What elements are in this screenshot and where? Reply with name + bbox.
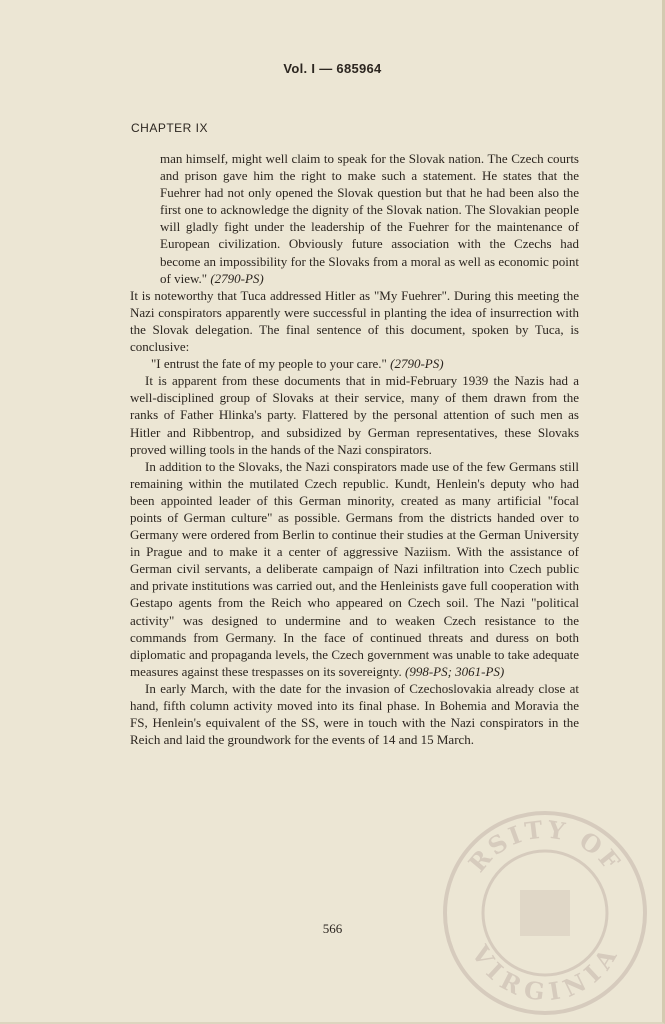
- paragraph-text: In early March, with the date for the invasion of Czechoslovakia already close at hand, fifth column activity moved into its final phase. In Bohemia and Moravia the FS, Henlein's equivalent of the SS, were in touch with the Nazi conspirators in the Reich and laid the groundwork for the events of 14 and 15 March.: [130, 680, 579, 748]
- seal-text-top: RSITY OF: [462, 814, 628, 878]
- paragraph: [130, 458, 579, 680]
- paragraph-text: In addition to the Slovaks, the Nazi conspirators made use of the few Germans still remaining within the mutilated Czech republic. Kundt, Henlein's deputy who had been appointed leader of this German minority, created as many artificial "focal points of German culture" as possible. Germans from the districts handed over to Germany were ordered from Berlin to continue their studies at the German University in Prague and to make it a center of aggressive Naziism. With the assistance of German civil servants, a deliberate campaign of Nazi infiltration into Czech public and private institutions was carried out, and the Henleinists gave full cooperation with Gestapo agents from the Reich who appeared on Czech soil. The Nazi "political activity" was designed to undermine and to weaken Czech resistance to the commands from Germany. In the face of continued threats and duress on both diplomatic and propaganda levels, the Czech government was unable to take adequate measures against these trespasses on its sovereignty.: [130, 458, 579, 679]
- volume-header: Vol. I — 685964: [283, 61, 382, 76]
- page-number: 566: [322, 921, 343, 936]
- paragraph-text: It is noteworthy that Tuca addressed Hitler as "My Fuehrer". During this meeting the Nazi conspirators apparently were successful in planting the idea of insurrection with the Slovak delegation. The final sentence of this document, spoken by Tuca, is conclusive:: [130, 287, 579, 355]
- quote-line: [130, 355, 579, 372]
- citation: (2790-PS): [210, 270, 264, 286]
- university-seal-watermark: [440, 808, 650, 1018]
- quote-continuation-paragraph: [130, 150, 579, 287]
- paragraph: [130, 372, 579, 457]
- paragraph-text: man himself, might well claim to speak for the Slovak nation. The Czech courts and prison gave him the right to make such a statement. He states that the Fuehrer had not only opened the Slovak question but that he had been also the first one to acknowledge the dignity of the Slovak nation. The Slovakian people will gladly fight under the leadership of the Fuehrer for the maintenance of European civilization. Obviously future association with the Czechs had become an impossibility for the Slovaks from a moral as well as economic point of view.": [160, 151, 579, 286]
- paragraph: [130, 287, 579, 355]
- citation: (2790-PS): [390, 356, 444, 372]
- seal-outer-ring: [445, 813, 645, 1013]
- body-text: [130, 150, 579, 748]
- paragraph-text: "I entrust the fate of my people to your care.": [151, 356, 387, 372]
- paragraph: [130, 680, 579, 748]
- seal-inner-ring: [483, 851, 607, 975]
- paragraph-text: It is apparent from these documents that in mid-February 1939 the Nazis had a well-disciplined group of Slovaks at their service, many of them drawn from the ranks of Father Hlinka's party. Flattered by the personal attention of such men as Hitler and Ribbentrop, and subsidized by German representatives, these Slovaks proved willing tools in the hands of the Nazi conspirators.: [130, 373, 579, 457]
- seal-text-bottom: VIRGINIA: [465, 940, 625, 1007]
- citation: (998-PS; 3061-PS): [404, 663, 505, 679]
- chapter-heading: CHAPTER IX: [131, 121, 209, 135]
